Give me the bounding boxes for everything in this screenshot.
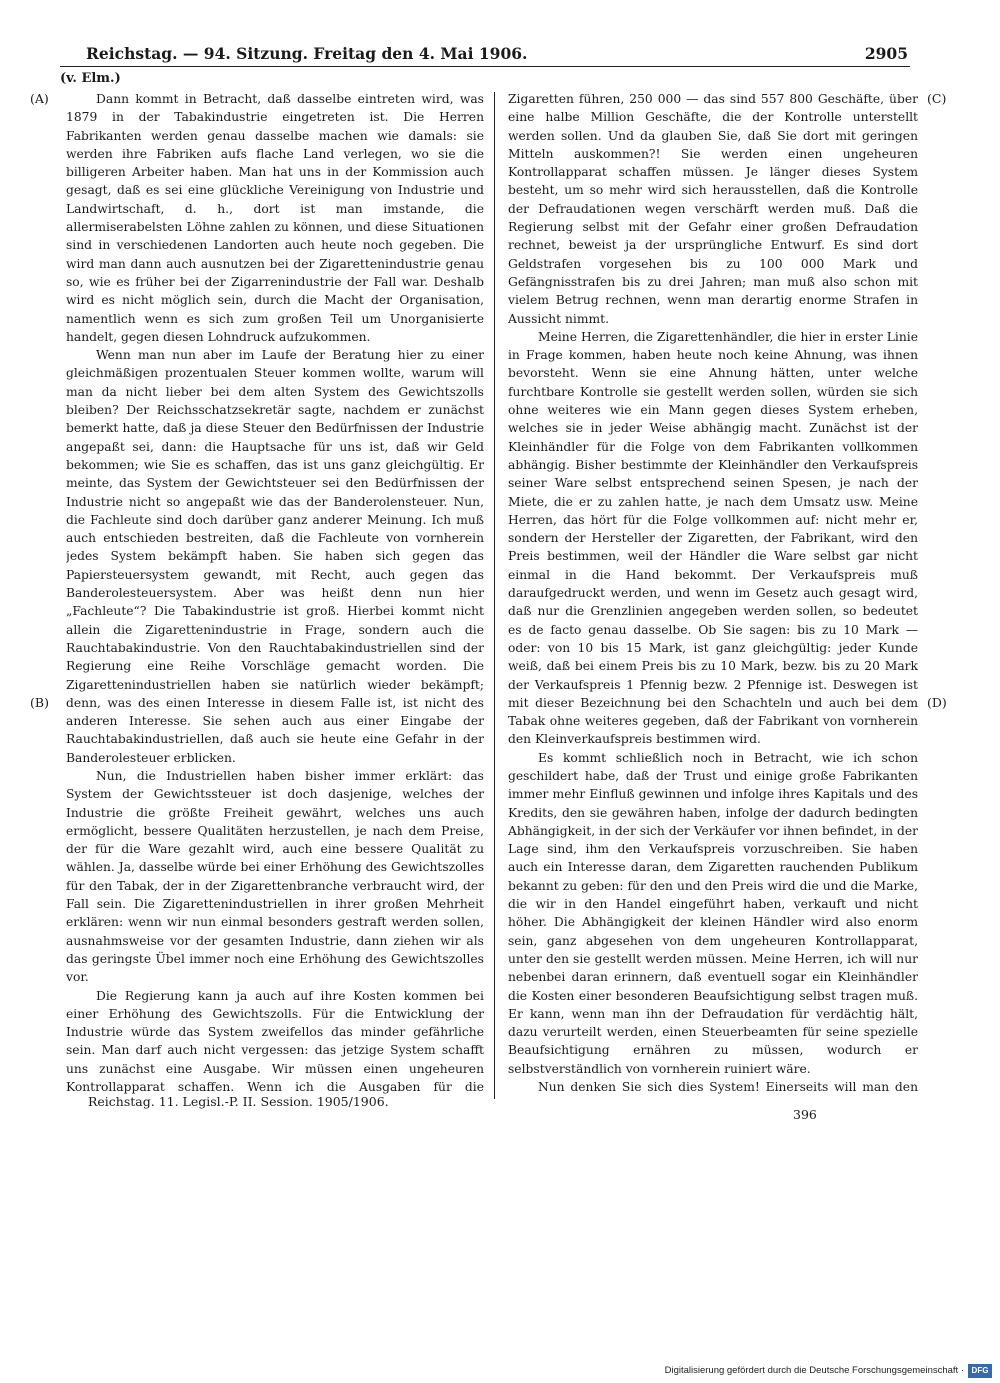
paragraph: Zigaretten führen, 250 000 — das sind 557 800 Geschäfte, über eine halbe Million Geschäfte, die der Kontrolle unterstellt werden sollen. Und da glauben Sie, daß Sie dort mit geringen Mitteln auskommen?! Sie werden einen ungeheuren Kontrollapparat schaffen müssen. Je länger dieses System besteht, um so mehr wird sich herausstellen, daß die Kontrolle der Defraudationen wegen verschärft werden muß. Daß die Regierung selbst mit der Gefahr einer großen Defraudation rechnet, beweist ja der ursprüngliche Entwurf. Es sind dort Geldstrafen vorgesehen bis zu 100 000 Mark und Gefängnisstrafen bis zu drei Jahren; man muß also schon mit vielem Betrug rechnen, wenn man derartig enorme Strafen in Aussicht nimmt. xyxy=(508,92,918,326)
margin-marker-a: (A) xyxy=(30,91,49,106)
header-title: Reichstag. — 94. Sitzung. Freitag den 4. Mai 1906. xyxy=(86,44,528,63)
funding-notice xyxy=(620,1364,992,1380)
column-divider xyxy=(494,92,495,1099)
header-rule xyxy=(60,66,910,67)
page-header xyxy=(86,44,908,66)
funding-text: Digitalisierung gefördert durch die Deutsche Forschungsgemeinschaft · xyxy=(664,1365,964,1376)
margin-marker-c: (C) xyxy=(927,91,947,106)
paragraph: Die Regierung kann ja auch auf ihre Kosten kommen bei einer Erhöhung des Gewichtszolls. Für die Entwicklung der Industrie würde das System zweifellos das minder gefährliche sein. Man darf auch nicht vergessen: das jetzige System schafft uns zunächst eine Ausgabe. Wir müssen einen ungeheuren Kontrollapparat schaffen. Wenn ich die Ausgaben für die xyxy=(66,988,484,1095)
margin-marker-d: (D) xyxy=(927,695,947,710)
footer-sheet-number: 396 xyxy=(793,1107,817,1122)
footer-session: Reichstag. 11. Legisl.-P. II. Session. 1905/1906. xyxy=(88,1094,389,1109)
speaker-label: (v. Elm.) xyxy=(60,71,121,86)
right-column xyxy=(508,90,918,1096)
paragraph: Dann kommt in Betracht, daß dasselbe eintreten wird, was 1879 in der Tabakindustrie eingetreten ist. Die Herren Fabrikanten werden genau dasselbe machen wie damals: sie werden ihre Fabriken aufs flache Land verlegen, wo sie die billigeren Arbeiter haben. Man hat uns in der Kommission auch gesagt, daß es sei eine glückliche Vereinigung von Industrie und Landwirtschaft, d. h., dort ist man imstande, die allermiserabelsten Löhne zahlen zu können, und diese Situationen sind in verschiedenen Landorten auch heute noch gegeben. Die wird man dann auch ausnutzen bei der Zigarettenindustrie genau so, wie es früher bei der Zigarrenindustrie der Fall war. Deshalb wird es nicht möglich sein, durch die Macht der Organisation, namentlich wenn es sich zum großen Teil um Unorganisierte handelt, gegen diesen Lohndruck aufzukommen. xyxy=(66,92,484,344)
paragraph: Nun, die Industriellen haben bisher immer erklärt: das System der Gewichtssteuer ist doch dasjenige, welches der Industrie die größte Freiheit gewährt, welches uns auch ermöglicht, bessere Qualitäten herzustellen, je nach dem Preise, der für die Ware gezahlt wird, auch eine bessere Qualität zu wählen. Ja, dasselbe würde bei einer Erhöhung des Gewichtszolles für den Tabak, der in der Zigarettenbranche verbraucht wird, der Fall sein. Die Zigarettenindustriellen in ihrer großen Mehrheit erklären: wenn wir nun einmal besonders gestraft werden sollen, ausnahmsweise vor der gesamten Industrie, dann ziehen wir als das geringste Übel immer noch eine Erhöhung des Gewichtszolles vor. xyxy=(66,768,484,985)
paragraph: Meine Herren, die Zigarettenhändler, die hier in erster Linie in Frage kommen, haben heute noch keine Ahnung, was ihnen bevorsteht. Wenn sie eine Ahnung hätten, unter welche furchtbare Kontrolle sie gestellt werden sollen, würden sie sich ohne weiteres wie ein Mann gegen dieses System erheben, welches sie in jeder Weise abhängig macht. Zunächst ist der Kleinhändler für die Folge von dem Fabrikanten vollkommen abhängig. Bisher bestimmte der Kleinhändler den Verkaufspreis seiner Ware selbst entsprechend seinen Spesen, je nach der Miete, die er zu zahlen hatte, je nach dem Umsatz usw. Meine Herren, das hört für die Folge vollkommen auf: nicht mehr er, sondern der Hersteller der Zigaretten, der Fabrikant, wird den Preis bestimmen, weil der Händler die Ware selbst gar nicht einmal in die Hand bekommt. Der Verkaufspreis muß daraufgedruckt werden, und wenn im Gesetz auch gesagt wird, daß nur die Grenzlinien angegeben werden sollen, so bedeutet es de facto genau dasselbe. Ob Sie sagen: bis zu 10 Mark — oder: von 10 bis 15 Mark, ist ganz gleichgültig: jeder Kunde weiß, daß bei einem Preis bis zu 10 Mark, bezw. bis zu 20 Mark der Verkaufspreis 1 Pfennig bezw. 2 Pfennige ist. Deswegen ist mit dieser Bezeichnung bei den Schachteln und auch bei dem Tabak ohne weiteres gegeben, daß der Fabrikant von vornherein den Kleinverkaufspreis bestimmen wird. xyxy=(508,329,918,747)
paragraph: Es kommt schließlich noch in Betracht, wie ich schon geschildert habe, daß der Trust und einige große Fabrikanten immer mehr Einfluß gewinnen und infolge ihres Kapitals und des Kredits, den sie gewähren haben, infolge der dadurch bedingten Abhängigkeit, in der sich der Verkäufer vor ihnen befindet, in der Lage sind, ihm den Verkaufspreis vorzuschreiben. Sie haben auch ein Interesse daran, dem Zigaretten rauchenden Publikum bekannt zu geben: für den und den Preis wird die und die Marke, die wir in den Handel eingeführt haben, verkauft und nicht höher. Die Abhängigkeit der kleinen Händler wird also enorm sein, ganz abgesehen von dem ungeheuren Kontrollapparat, unter den sie gestellt werden müssen. Meine Herren, ich will nur nebenbei daran erinnern, daß eventuell sogar ein Kleinhändler die Kosten einer besonderen Beaufsichtigung selbst tragen muß. Er kann, wenn man ihn der Defraudation für verdächtig hält, dazu verurteilt werden, einen Steuerbeamten für seine spezielle Beaufsichtigung ernähren zu müssen, wodurch er selbstverständlich von vornherein ruiniert wäre. xyxy=(508,750,918,1076)
page-number: 2905 xyxy=(864,44,908,63)
paragraph: Wenn man nun aber im Laufe der Beratung hier zu einer gleichmäßigen prozentualen Steuer kommen wollte, warum will man da nicht lieber bei dem alten System des Gewichtszolls bleiben? Der Reichsschatzsekretär sagte, nachdem er zunächst bemerkt hatte, daß ja diese Steuer den Bedürfnissen der Industrie angepaßt sei, dann: die Hauptsache für uns ist, daß wir Geld bekommen; wie Sie es schaffen, das ist uns ganz gleichgültig. Er meinte, das System der Gewichtsteuer sei den Bedürfnissen der Industrie nicht so angepaßt wie das der Banderolensteuer. Nun, die Fachleute sind doch darüber ganz anderer Meinung. Ich muß auch entschieden bestreiten, daß die Fachleute von vornherein jedes System bekämpft haben. Sie haben sich gegen das Papiersteuersystem gewandt, mit Recht, auch gegen das Banderolesteuersystem. Aber was heißt denn nun hier „Fachleute“? Die Tabakindustrie ist groß. Hierbei kommt nicht allein die Zigarettenindustrie in Frage, sondern auch die Rauchtabakindustrie. Von den Rauchtabakindustriellen sind der Regierung eine Reihe Vorschläge gemacht worden. Die Zigarettenindustriellen haben sie natürlich wieder bekämpft; denn, was des einen Interesse in diesem Falle ist, ist nicht des anderen Interesse. Sie sehen auch aus einer Eingabe der Rauchtabakindustriellen, daß auch sie heute eine Gefahr in der Banderolesteuer erblicken. xyxy=(66,348,484,765)
left-column xyxy=(66,90,484,1096)
paragraph: Nun denken Sie sich dies System! Einerseits will man den xyxy=(538,1080,918,1095)
dfg-logo: DFG xyxy=(968,1364,992,1378)
margin-marker-b: (B) xyxy=(30,695,49,710)
